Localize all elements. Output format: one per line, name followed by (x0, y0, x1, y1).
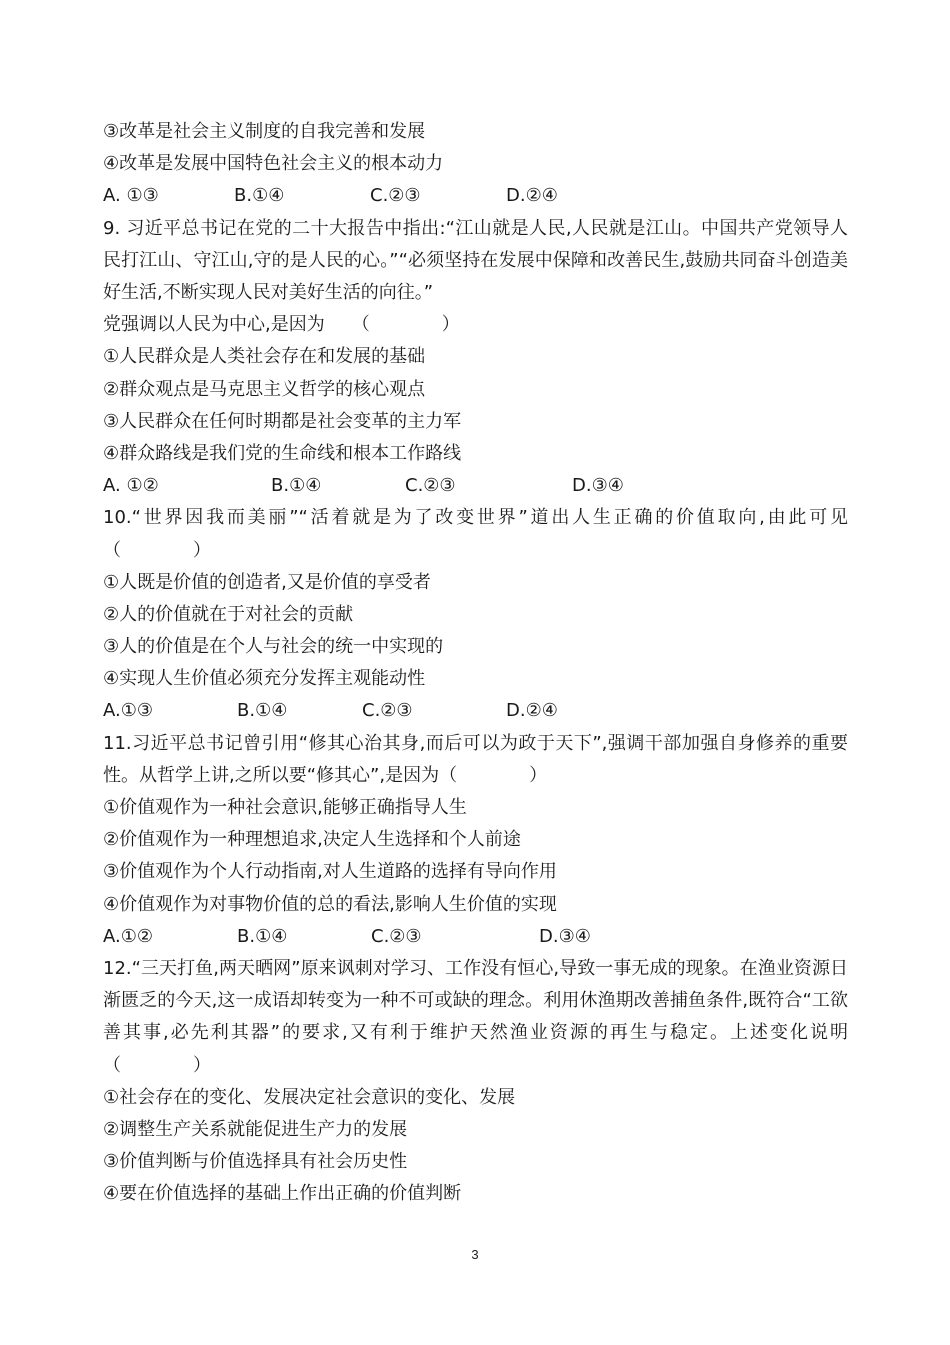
q11-statement-3: ③价值观作为个人行动指南,对人生道路的选择有导向作用 (103, 861, 557, 883)
q8-options (103, 180, 848, 212)
q9-option-d: D.③④ (572, 475, 624, 497)
q11-statement-4: ④价值观作为对事物价值的总的看法,影响人生价值的实现 (103, 893, 557, 915)
q9-statement-4: ④群众路线是我们党的生命线和根本工作路线 (103, 442, 462, 464)
page-number: 3 (471, 1247, 479, 1262)
q11-option-b: B.①④ (237, 925, 288, 947)
q9-option-c: C.②③ (405, 475, 456, 497)
q8-option-b: B.①④ (234, 185, 285, 207)
q10-option-d: D.②④ (506, 700, 558, 722)
q10-statement-2: ②人的价值就在于对社会的贡献 (103, 603, 354, 625)
q10-statement-3: ③人的价值是在个人与社会的统一中实现的 (103, 636, 444, 658)
q9-statement-1: ①人民群众是人类社会存在和发展的基础 (103, 346, 426, 368)
q11-option-d: D.③④ (539, 925, 591, 947)
q11-statement-1: ①价值观作为一种社会意识,能够正确指导人生 (103, 797, 467, 819)
q9-statement-2: ②群众观点是马克思主义哲学的核心观点 (103, 378, 426, 400)
q10-stem: 10.“世界因我而美丽”“活着就是为了改变世界”道出人生正确的价值取向,由此可见（ ） (103, 507, 848, 561)
q11-option-c: C.②③ (371, 925, 422, 947)
q9-question: 党强调以人民为中心,是因为 （ ） (103, 314, 460, 336)
q9-option-a: A. ①② (103, 475, 159, 497)
q8-option-d: D.②④ (506, 185, 558, 207)
q8-option-c: C.②③ (370, 185, 421, 207)
q12-statement-4: ④要在价值选择的基础上作出正确的价值判断 (103, 1183, 462, 1205)
page-content (103, 116, 848, 1211)
q9-statement-3: ③人民群众在任何时期都是社会变革的主力军 (103, 410, 462, 432)
q10-statement-4: ④实现人生价值必须充分发挥主观能动性 (103, 668, 426, 690)
q11-options (103, 921, 848, 953)
q12-stem: 12.“三天打鱼,两天晒网”原来讽刺对学习、工作没有恒心,导致一事无成的现象。在渔业资源日渐匮乏的今天,这一成语却转变为一种不可或缺的理念。利用休渔期改善捕鱼条件,既符合“工欲善其事,必先利其器”的要求,又有利于维护天然渔业资源的再生与稳定。上述变化说明（ ） (103, 957, 848, 1076)
q11-option-a: A.①② (103, 925, 153, 947)
q8-statement-4: ④改革是发展中国特色社会主义的根本动力 (103, 153, 444, 175)
q10-option-a: A.①③ (103, 700, 153, 722)
q10-option-b: B.①④ (237, 700, 288, 722)
q12-statement-1: ①社会存在的变化、发展决定社会意识的变化、发展 (103, 1086, 516, 1108)
q10-statement-1: ①人既是价值的创造者,又是价值的享受者 (103, 571, 431, 593)
q8-option-a: A. ①③ (103, 185, 159, 207)
q9-options (103, 470, 848, 502)
q9-stem: 9. 习近平总书记在党的二十大报告中指出:“江山就是人民,人民就是江山。中国共产党领导人民打江山、守江山,守的是人民的心。”“必须坚持在发展中保障和改善民生,鼓励共同奋斗创造美好生活,不断实现人民对美好生活的向往。” (103, 217, 848, 303)
q12-statement-2: ②调整生产关系就能促进生产力的发展 (103, 1118, 408, 1140)
q12-statement-3: ③价值判断与价值选择具有社会历史性 (103, 1151, 408, 1173)
q8-statement-3: ③改革是社会主义制度的自我完善和发展 (103, 121, 426, 142)
q10-options (103, 695, 848, 727)
q9-option-b: B.①④ (271, 475, 322, 497)
q11-statement-2: ②价值观作为一种理想追求,决定人生选择和个人前途 (103, 829, 521, 851)
q11-stem: 11.习近平总书记曾引用“修其心治其身,而后可以为政于天下”,强调干部加强自身修养的重要性。从哲学上讲,之所以要“修其心”,是因为（ ） (103, 732, 848, 786)
q10-option-c: C.②③ (362, 700, 413, 722)
